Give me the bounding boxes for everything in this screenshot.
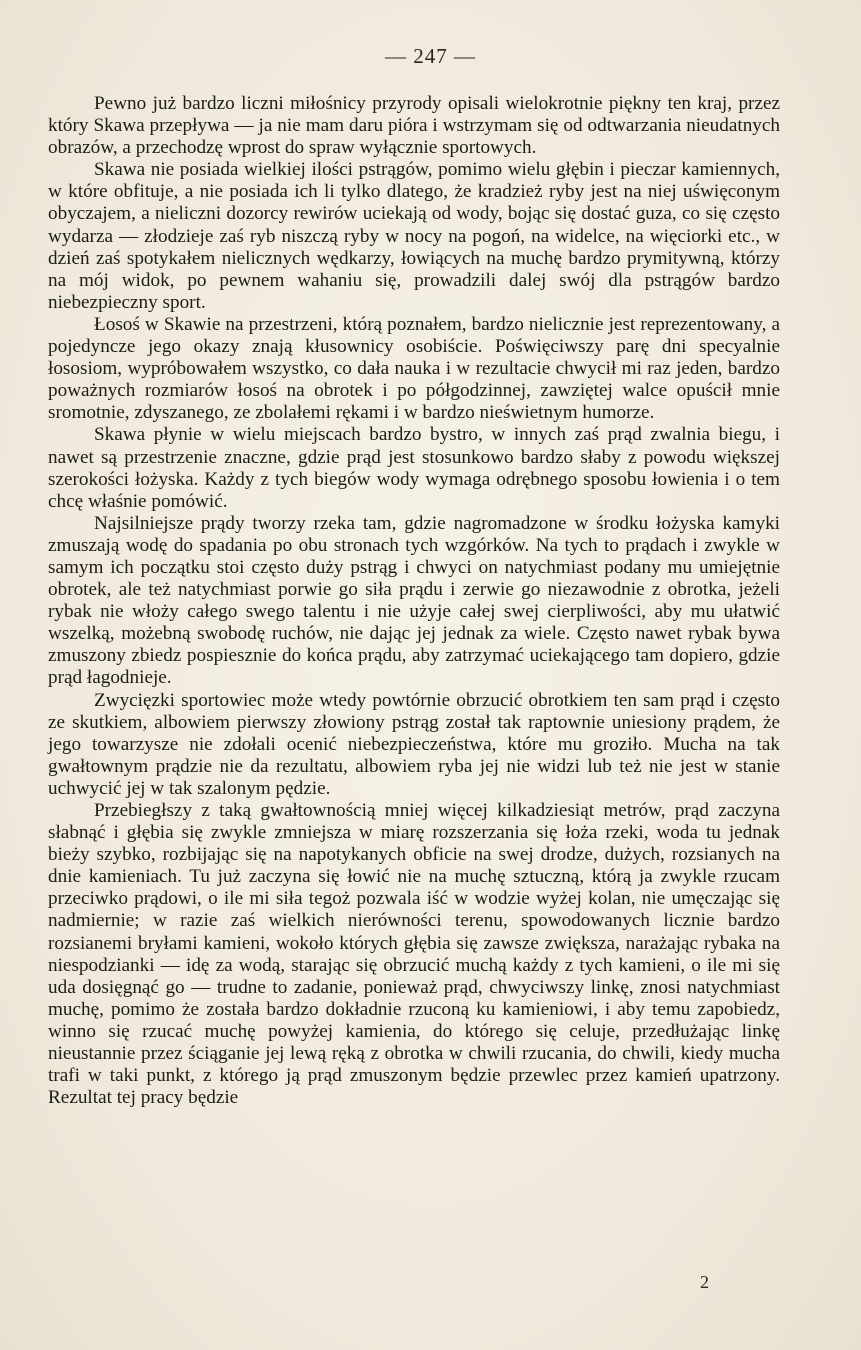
paragraph: Łosoś w Skawie na przestrzeni, którą poznałem, bardzo nielicznie jest reprezentowany, a pojedyncze jego okazy znają kłusownicy osobiście. Poświęciwszy parę dni specyalnie łososiom, wypróbowałem wszystko, co dała nauka i w rezultacie chwycił mi raz jeden, bardzo poważnych rozmiarów łosoś na obrotek i po półgodzinnej, zawziętej walce opuścił mnie sromotnie, zdyszanego, ze zbolałemi rękami i w bardzo nieświetnym humorze. [48,313,780,424]
paragraph: Przebiegłszy z taką gwałtownością mniej więcej kilkadziesiąt metrów, prąd zaczyna słabnąć i głębia się zwykle zmniejsza w miarę rozszerzania się łoża rzeki, woda tu jednak bieży szybko, rozbijając się na napotykanych obficie na swej drodze, dużych, rozsianych na dnie kamieniach. Tu już zaczyna się łowić nie na muchę sztuczną, którą ja zwykle rzucam przeciwko prądowi, o ile mi siła tegoż pozwala iść w wodzie wyżej kolan, nie umęczając się nadmiernie; w razie zaś wielkich nierówności terenu, spowodowanych licznie bardzo rozsianemi bryłami kamieni, wokoło których głębia się zawsze zwiększa, narażając rybaka na niespodzianki — idę za wodą, starając się obrzucić muchą każdy z tych kamieni, o ile mi się uda dosięgnąć go — trudne to zadanie, ponieważ prąd, chwyciwszy linkę, znosi natychmiast muchę, pomimo że została bardzo dokładnie rzuconą ku kamieniowi, i aby temu zapobiedz, winno się rzucać muchę powyżej kamienia, do którego się celuje, przedłużając linkę nieustannie przez ściąganie jej lewą ręką z obrotka w chwili rzucania, do chwili, kiedy mucha trafi w taki punkt, z którego ją prąd zmuszonym będzie przewlec przez kamień upatrzony. Rezultat tej pracy będzie [48,800,780,1109]
paragraph: Zwycięzki sportowiec może wtedy powtórnie obrzucić obrotkiem ten sam prąd i często ze skutkiem, albowiem pierwszy złowiony pstrąg został tak raptownie uniesiony prądem, że jego towarzysze nie zdołali ocenić niebezpieczeństwa, które mu groziło. Mucha na tak gwałtownym prądzie nie da rezultatu, albowiem ryba jej nie widzi lub też nie jest w stanie uchwycić jej w tak szalonym pędzie. [48,689,780,799]
body-text [48,93,780,1109]
signature-mark: 2 [700,1272,709,1292]
page-number: — 247 — [385,44,476,68]
paragraph: Skawa płynie w wielu miejscach bardzo bystro, w innych zaś prąd zwalnia biegu, i nawet są przestrzenie znaczne, gdzie prąd jest stosunkowo bardzo słaby z powodu większej szerokości łożyska. Każdy z tych biegów wody wymaga odrębnego sposobu łowienia i o tem chcę właśnie pomówić. [48,424,780,512]
paragraph: Najsilniejsze prądy tworzy rzeka tam, gdzie nagromadzone w środku łożyska kamyki zmuszają wodę do spadania po obu stronach tych wzgórków. Na tych to prądach i zwykle w samym ich początku stoi często duży pstrąg i chwyci on natychmiast podany mu umiejętnie obrotek, ale też natychmiast porwie go siła prądu i zerwie go niezawodnie z obrotka, jeżeli rybak nie włoży całego swego talentu i nie użyje całej swej cierpliwości, aby mu ułatwić wszelką, możebną swobodę ruchów, nie dając jej jednak za wiele. Często nawet rybak bywa zmuszony zbiedz pospiesznie do końca prądu, aby zatrzymać uciekającego tam dopiero, gdzie prąd łagodnieje. [48,512,780,689]
paragraph: Skawa nie posiada wielkiej ilości pstrągów, pomimo wielu głębin i pieczar kamiennych, w które obfituje, a nie posiada ich li tylko dlatego, że kradzież ryby jest na niej uświęconym obyczajem, a nieliczni dozorcy rewirów uciekają od wody, bojąc się dostać guza, co się często wydarza — złodzieje zaś ryb niszczą ryby w nocy na pogoń, na widelce, na więciorki etc., w dzień zaś spotykałem nielicznych wędkarzy, łowiących na muchę bardzo prymitywną, którzy na mój widok, po pewnem wahaniu się, prowadzili dalej swój dla pstrągów bardzo niebezpieczny sport. [48,159,780,313]
paragraph: Pewno już bardzo liczni miłośnicy przyrody opisali wielokrotnie piękny ten kraj, przez który Skawa przepływa — ja nie mam daru pióra i wstrzymam się od odtwarzania nieudatnych obrazów, a przechodzę wprost do spraw wyłącznie sportowych. [48,93,780,159]
